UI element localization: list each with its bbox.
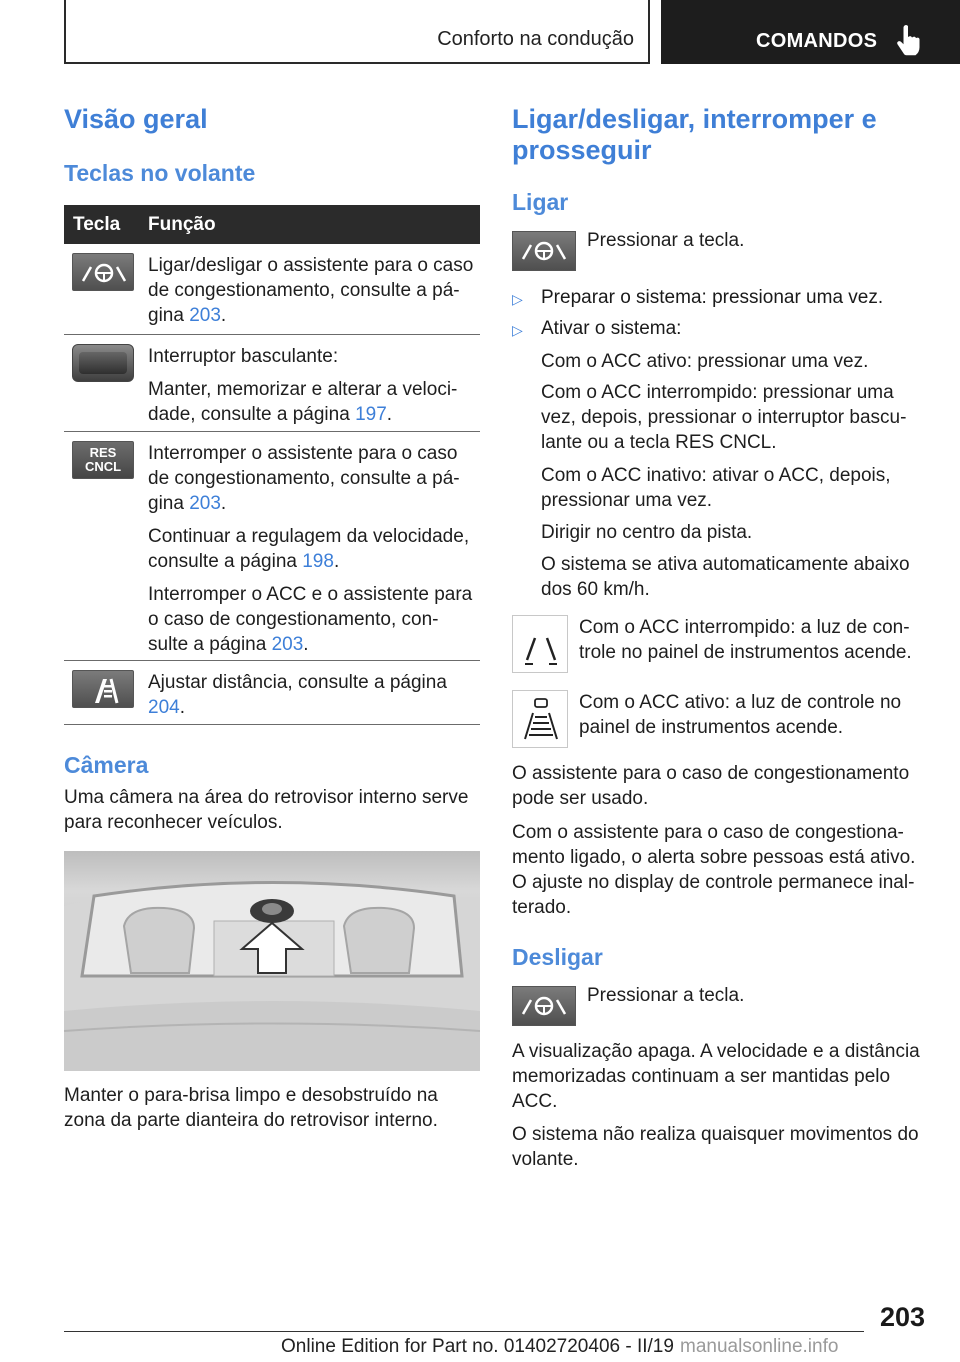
footer-divider — [64, 1331, 864, 1332]
paragraph: O sistema não realiza quaisquer movimentos do volante. — [512, 1124, 919, 1170]
page-link[interactable]: 203 — [189, 493, 221, 514]
sub-paragraph: Com o ACC interrompido: pressionar uma vez, depois, pressionar o interruptor bascu-lante ou a tecla RES CNCL. — [541, 382, 907, 453]
table-cell-function: Interruptor basculante: Manter, memorizar e alterar a veloci-dade, consulte a página 197. — [148, 346, 458, 425]
keys-table — [64, 205, 480, 725]
edition-text: Online Edition for Part no. 01402720406 - II/19 — [281, 1336, 674, 1357]
steering-assist-key-icon — [72, 253, 134, 291]
steering-assist-key-icon — [512, 986, 576, 1026]
steering-assist-key-icon — [512, 231, 576, 271]
page-header — [0, 0, 960, 66]
column-header-key: Tecla — [73, 214, 121, 235]
indicator-text: Com o ACC interrompido: a luz de con-trole no painel de instrumentos acende. — [579, 617, 912, 663]
page-number: 203 — [880, 1302, 926, 1332]
page-link[interactable]: 203 — [189, 305, 221, 326]
sub-paragraph: Dirigir no centro da pista. — [541, 522, 753, 543]
sub-paragraph: O sistema se ativa automaticamente abaixo dos 60 km/h. — [541, 554, 910, 600]
acc-active-indicator-icon — [512, 690, 568, 748]
indicator-text: Com o ACC ativo: a luz de controle no painel de instrumentos acende. — [579, 692, 902, 738]
header-frame — [64, 0, 650, 64]
heading-switch-on: Ligar — [512, 189, 569, 215]
triangle-bullet-icon: ▷ — [512, 322, 523, 338]
distance-key-icon — [72, 670, 134, 708]
sub-paragraph: Com o ACC inativo: ativar o ACC, depois, pressionar uma vez. — [541, 465, 891, 511]
paragraph: Com o assistente para o caso de congestiona-mento ligado, o alerta sobre pessoas está ativo. O ajuste no display de controle permanece inal-terado. — [512, 822, 916, 918]
page-link[interactable]: 198 — [302, 551, 334, 572]
chapter-title: COMANDOS — [756, 30, 878, 52]
page-link[interactable]: 203 — [271, 634, 304, 655]
rocker-switch-key-icon — [72, 344, 134, 382]
heading-camera: Câmera — [64, 752, 149, 778]
table-cell-function: Ajustar distância, consulte a página 204. — [148, 672, 447, 718]
table-row — [64, 335, 480, 432]
table-cell-function: Interromper o assistente para o caso de congestionamento, consulte a pá-gina 203. Continuar a regulagem da velocidade, consulte a página 198. Interromper o ACC e o assistente para o caso de congestionamento, con-sulte a página 203. — [148, 443, 473, 655]
res-cncl-key-icon: RES CNCL — [72, 441, 134, 479]
table-row — [64, 432, 480, 661]
chapter-tab — [661, 0, 960, 64]
heading-overview: Visão geral — [64, 104, 208, 134]
acc-interrupted-indicator-icon — [512, 615, 568, 673]
camera-location-photo — [64, 851, 480, 1071]
camera-caption: Manter o para-brisa limpo e desobstruído na zona da parte dianteira do retrovisor interno. — [64, 1085, 438, 1131]
page-link[interactable]: 197 — [355, 404, 387, 425]
sub-paragraph: Com o ACC ativo: pressionar uma vez. — [541, 351, 869, 372]
hand-pointer-icon — [896, 24, 922, 56]
paragraph: A visualização apaga. A velocidade e a distância memorizadas continuam a ser mantidas pelo ACC. — [512, 1041, 920, 1112]
press-key-text: Pressionar a tecla. — [587, 230, 745, 251]
heading-steering-keys: Teclas no volante — [64, 160, 256, 186]
column-header-function: Função — [148, 214, 216, 235]
heading-on-off: Ligar/desligar, interromper e prosseguir — [512, 104, 877, 165]
table-row — [64, 244, 480, 335]
table-header — [64, 205, 480, 244]
header-section-title: Conforto na condução — [437, 28, 634, 50]
camera-paragraph: Uma câmera na área do retrovisor interno serve para reconhecer veículos. — [64, 787, 469, 833]
watermark-logo: manualsonline.info — [680, 1336, 839, 1357]
press-key-text: Pressionar a tecla. — [587, 985, 745, 1006]
table-cell-function: Ligar/desligar o assistente para o caso de congestionamento, consulte a pá-gina 203. — [148, 255, 474, 326]
triangle-bullet-icon: ▷ — [512, 291, 523, 307]
paragraph: O assistente para o caso de congestionamento pode ser usado. — [512, 763, 910, 809]
page-link[interactable]: 204 — [148, 697, 180, 718]
table-row — [64, 661, 480, 725]
heading-switch-off: Desligar — [512, 944, 603, 970]
